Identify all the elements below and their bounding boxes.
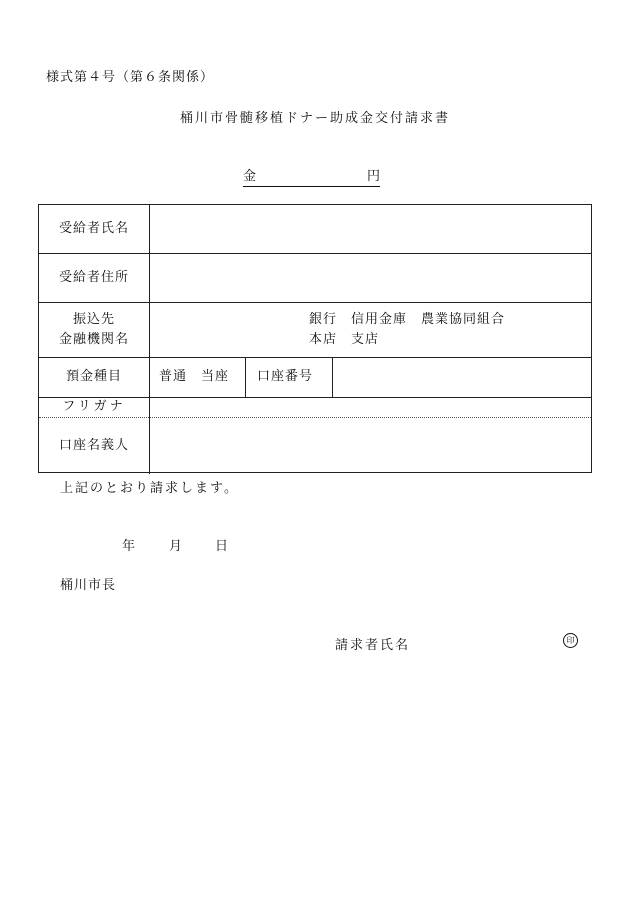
account-holder-label: 口座名義人	[58, 438, 129, 453]
date-year: 年	[122, 539, 136, 554]
seal-icon: 印	[563, 633, 578, 648]
amount-prefix: 金	[243, 169, 257, 184]
deposit-type-label: 預金種目	[65, 369, 122, 384]
date-day: 日	[215, 539, 229, 554]
request-statement: 上記のとおり請求します。	[60, 481, 239, 496]
addressee: 桶川市長	[60, 578, 117, 593]
account-number-label: 口座番号	[257, 369, 314, 384]
recipient-address-label: 受給者住所	[58, 270, 129, 285]
bank-type-options: 銀行 信用金庫 農業協同組合	[309, 312, 506, 327]
amount-suffix: 円	[366, 169, 380, 184]
account-holder-field[interactable]	[150, 418, 591, 473]
amount-field[interactable]	[243, 165, 380, 187]
date-month: 月	[169, 539, 183, 554]
furigana-label: フリガナ	[62, 399, 126, 414]
bank-label-line2: 金融機関名	[58, 332, 129, 347]
document-title: 桶川市骨髄移植ドナー助成金交付請求書	[179, 111, 450, 126]
form-number: 様式第４号（第６条関係）	[46, 70, 215, 85]
recipient-name-field[interactable]	[150, 205, 591, 253]
bank-label-line1: 振込先	[72, 312, 115, 327]
recipient-address-field[interactable]	[150, 254, 591, 302]
branch-type-options: 本店 支店	[309, 332, 380, 347]
application-table	[38, 204, 592, 473]
account-number-field[interactable]	[333, 358, 591, 397]
recipient-name-label: 受給者氏名	[58, 221, 129, 236]
deposit-type-options[interactable]: 普通 当座	[159, 369, 230, 384]
claimant-name-label: 請求者氏名	[335, 638, 411, 653]
furigana-field[interactable]	[150, 398, 591, 417]
